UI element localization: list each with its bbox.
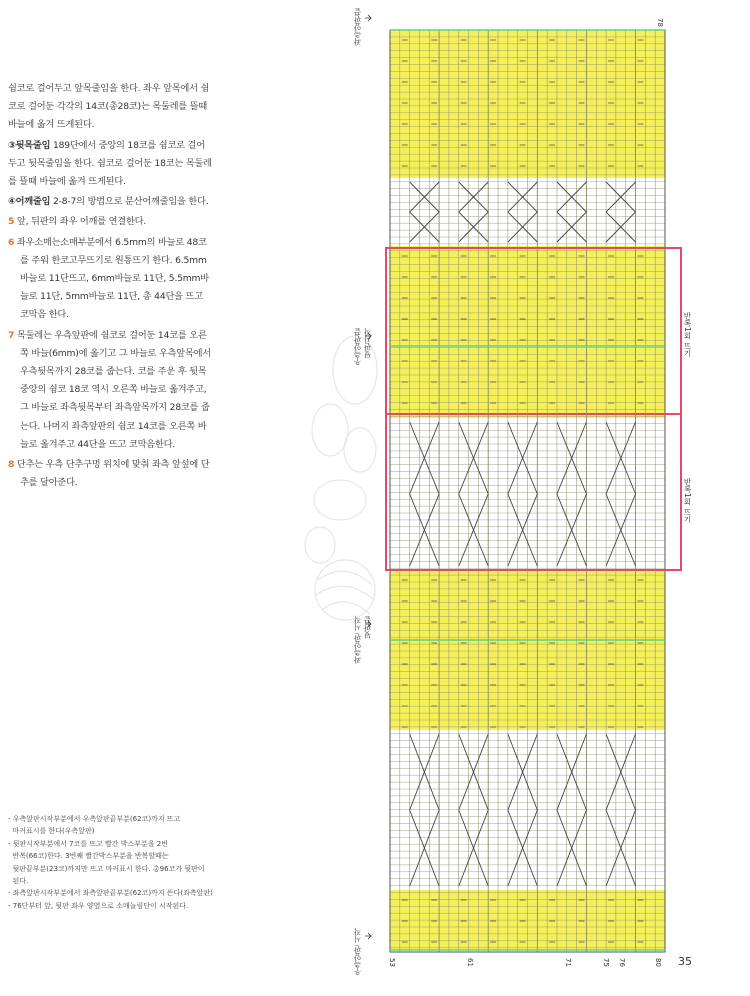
step-5: 5 앞, 뒤판의 좌우 어깨를 연결한다. <box>8 216 147 228</box>
note-line: 된다. <box>8 877 29 886</box>
note-line: - 76단부터 앞, 뒷판 좌우 양옆으로 소매늘림단이 시작된다. <box>8 901 189 910</box>
paragraph-1: 쉼코로 걸어두고 앞목줄임을 한다. 좌우 앞목에서 쉼코로 걸어둔 각각의 14코(총28코)는 목둘레를 뜰때 바늘에 옮겨 뜨게된다. <box>8 83 210 131</box>
label-arrow-icon <box>365 15 371 21</box>
step-7: 7 목둘레는 우측앞판에 쉼코로 걸어둔 14코를 오른쪽 바늘(6mm)에 옮기고 그 바늘로 우측앞목에서 우측뒷목까지 28코를 줍는다. 코를 주운 후 뒷목중앙의 쉼코 18코 역시 오른쪽 바늘로 옮겨주고, 그 바늘로 좌측뒷목부터 좌측앞목까지 28코를 줍는다. 나머지 좌측앞판의 쉼코 14코를 오른쪽 바늘로 옮겨주고 44단을 뜨고 코막음한다. <box>8 329 211 450</box>
paragraph-2: ③뒷목줄임 189단에서 중앙의 18코를 쉼코로 걸어두고 뒷목줄임을 한다. 쉼코로 걸어둔 18코는 목둘레를 뜰때 바늘에 옮겨 뜨게된다. <box>8 139 212 188</box>
page-number: 35 <box>678 955 692 968</box>
right-front-start-label: 우측앞판 시작 <box>353 928 362 976</box>
step-6: 6 좌우소매는소매부분에서 6.5mm의 바늘로 48코를 주워 한코고무뜨기로 원통뜨기 한다. 6.5mm바늘로 11단뜨고, 6mm바늘로 11단, 5.5mm바늘로 11단, 5mm바늘로 11단, 총 44단을 뜨고 코막음 한다. <box>8 236 209 321</box>
repeat-note-1: 반복1회 뜨기 <box>683 312 692 357</box>
row-number-bottom: 75 <box>602 958 610 967</box>
row-number-bottom: 76 <box>618 958 626 967</box>
left-front-start-label: 좌측앞판 시작 <box>353 616 362 664</box>
row-number-bottom: 71 <box>564 958 572 967</box>
row-number-top: 78 <box>656 18 664 27</box>
paragraph-3: ④어깨줄임 2-8-7의 방법으로 분산어깨줄임을 한다. <box>8 196 209 208</box>
back-start-label: 뒷판시작 <box>363 328 372 358</box>
note-line: 마커표시를 한다(우측앞판) <box>8 827 95 836</box>
step-8: 8 단추는 우측 단추구멍 위치에 맞춰 좌측 앞섶에 단추를 달아준다. <box>8 459 210 489</box>
row-number-bottom: 80 <box>654 958 662 967</box>
left-front-end-label: 좌측앞판끝 <box>353 8 362 46</box>
note-line: 반복(66코)한다. 3번째 빨간박스부분을 반복할때는 <box>8 852 169 861</box>
note-line: - 뒷판시작부분에서 7코를 뜨고 빨간 박스부분을 2번 <box>8 839 169 848</box>
note-line: - 좌측앞판시작부분에서 좌측앞판끝부분(62코)까지 뜬다(좌측앞판) <box>8 889 213 898</box>
right-front-end-label: 우측앞판끝 <box>353 328 362 366</box>
label-arrow-icon <box>365 933 371 939</box>
note-line: - 우측앞판시작부분에서 우측앞판끝부분(62코)까지 뜨고 <box>8 815 181 823</box>
row-number-bottom: 53 <box>388 958 396 967</box>
row-number-bottom: 61 <box>466 958 474 967</box>
back-end-label: 뒷판끝 <box>363 616 372 639</box>
repeat-note-2: 반복1회 뜨기 <box>683 478 692 523</box>
note-line: 뒷판끝부분(23코)까지만 뜨고 마커표시 한다. 총96코가 뒷판이 <box>8 864 205 873</box>
